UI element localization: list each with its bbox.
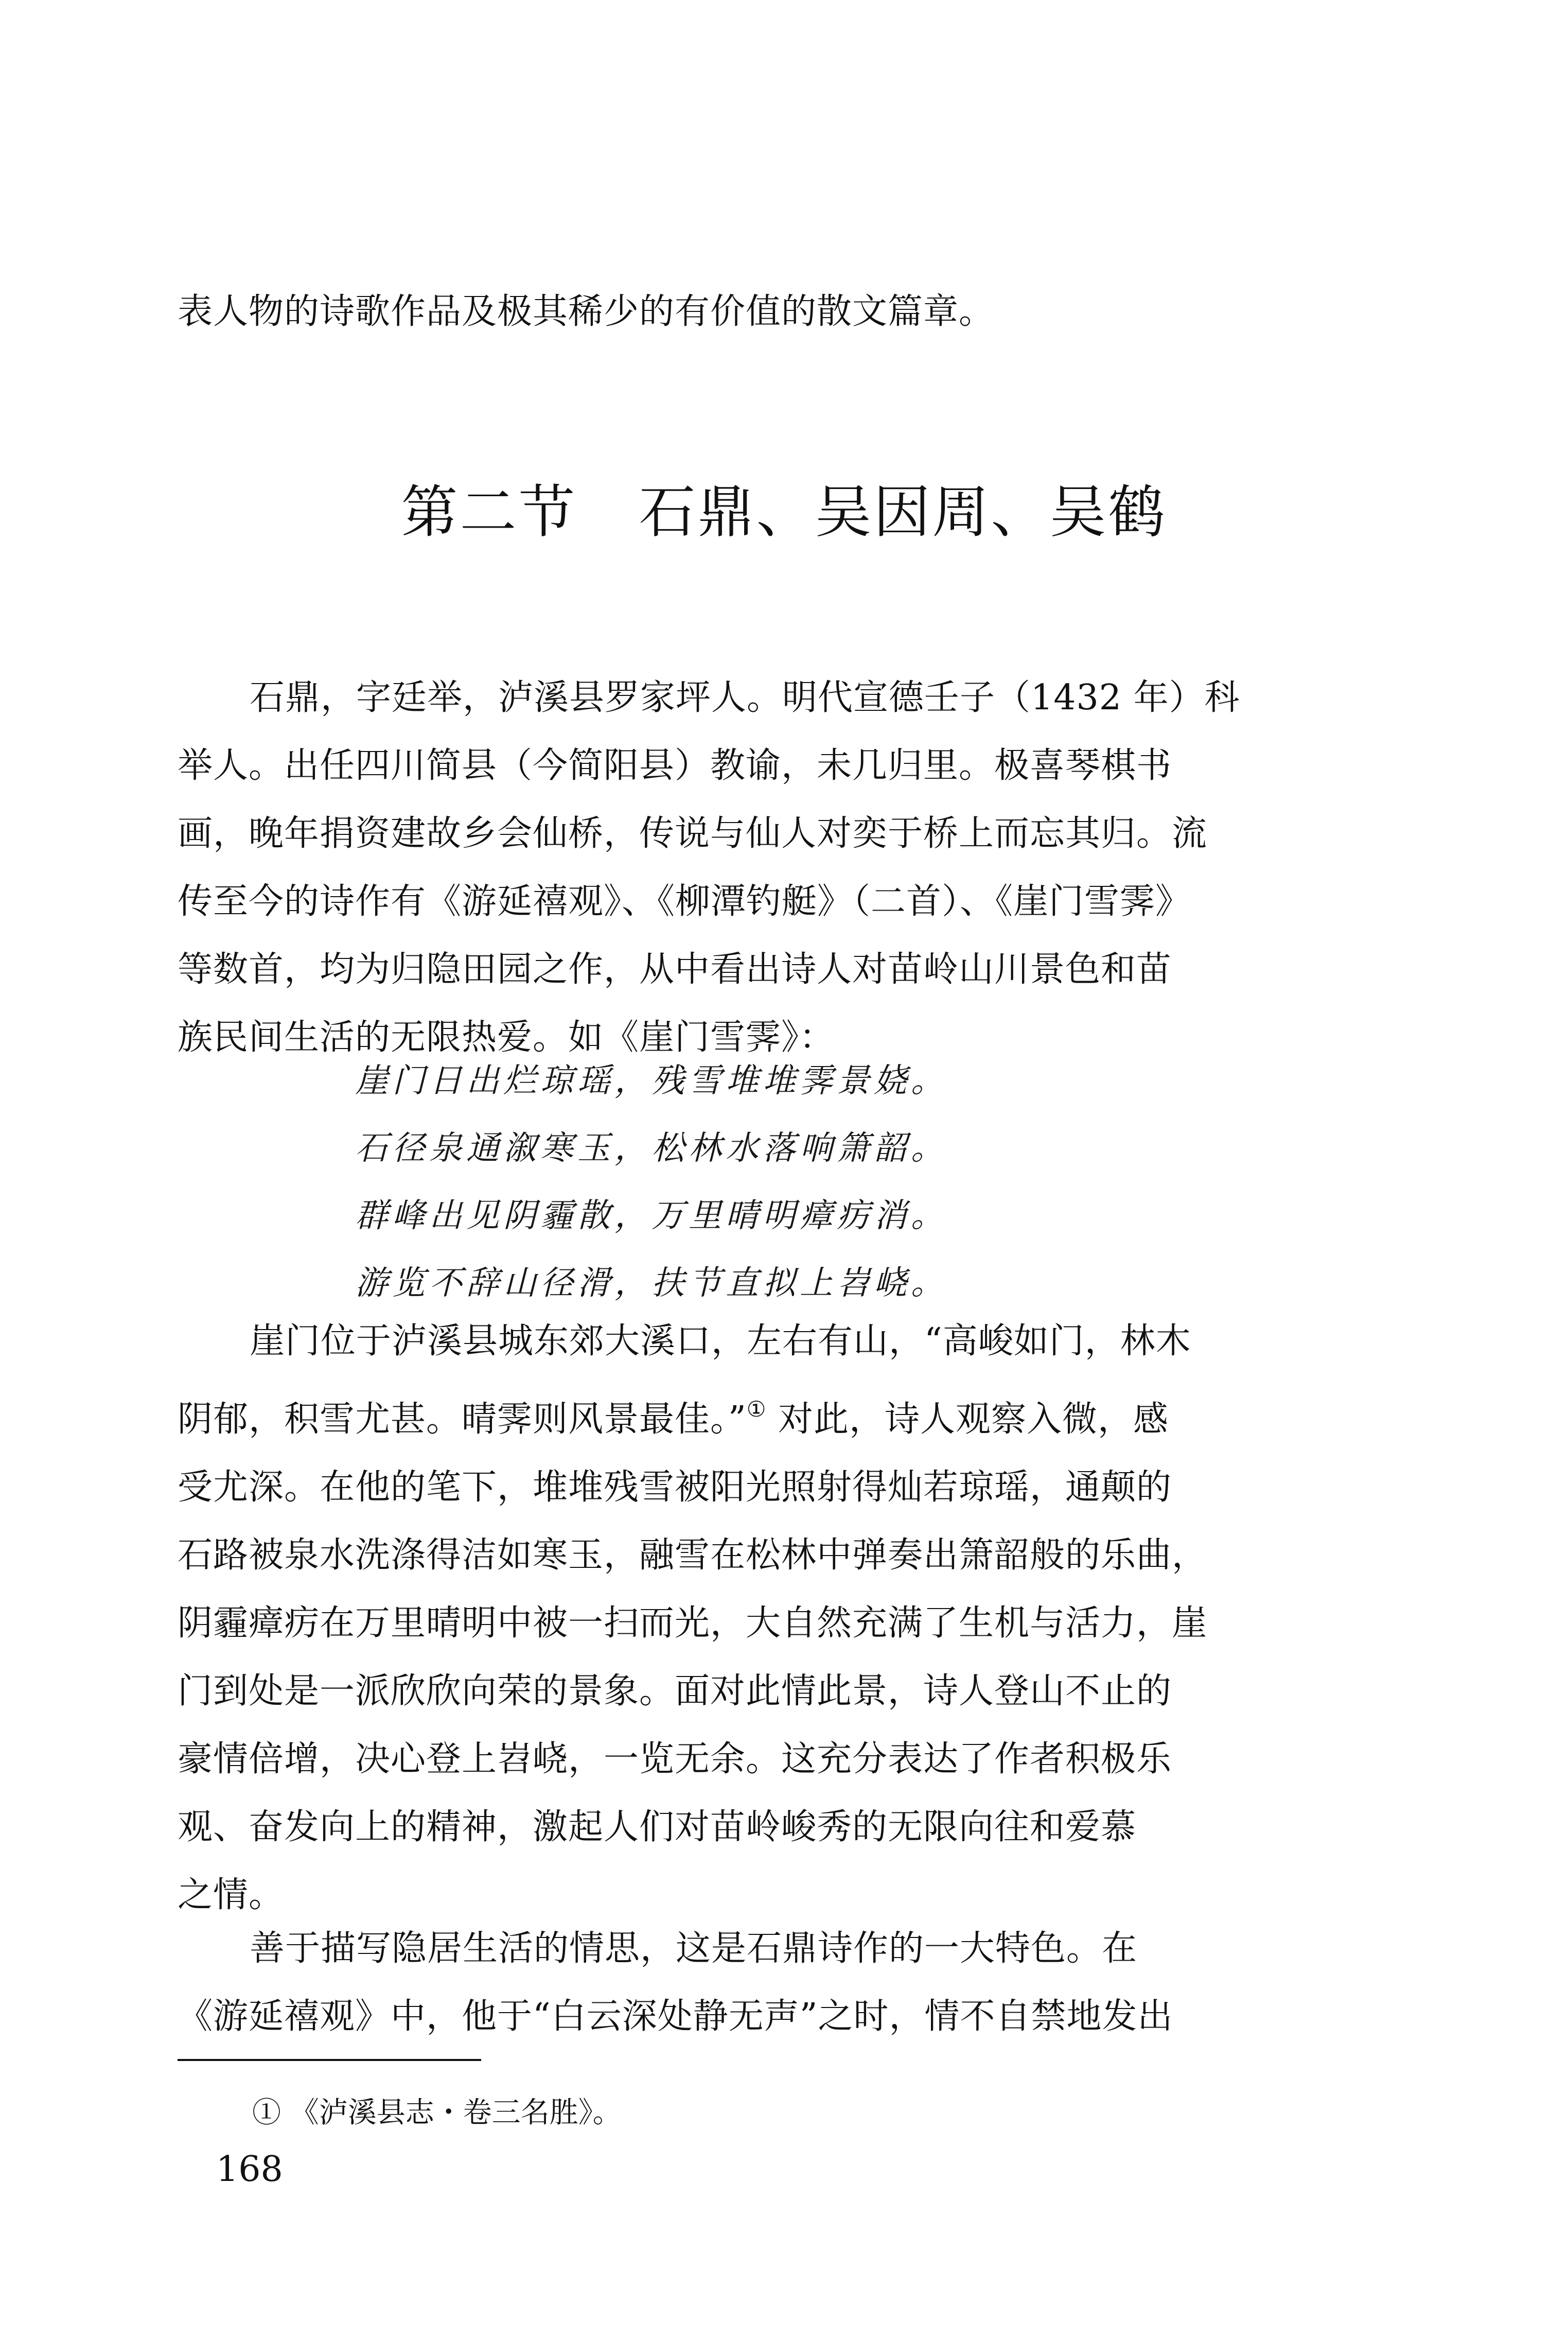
text-line: 石路被泉水洗涤得洁如寒玉，融雪在松林中弹奏出箫韶般的乐曲，	[178, 1535, 1208, 1576]
poem-line: 崖门日出烂琼瑶，残雪堆堆霁景娆。	[355, 1062, 948, 1100]
poem-line: 群峰出见阴霾散，万里晴明瘴疠消。	[355, 1197, 948, 1235]
paragraph-analysis	[178, 1307, 1397, 1929]
text-line: 豪情倍增，决心登上岧峣，一览无余。这充分表达了作者积极乐	[178, 1739, 1172, 1779]
poem-line: 游览不辞山径滑，扶节直拟上岧峣。	[355, 1264, 948, 1302]
paragraph-biography	[178, 664, 1397, 1072]
section-names: 石鼎、吴因周、吴鹤	[639, 479, 1167, 545]
paragraph-theme	[178, 1915, 1397, 2051]
text-line: 画，晚年捐资建故乡会仙桥，传说与仙人对奕于桥上而忘其归。流	[178, 813, 1208, 854]
text-line: 观、奋发向上的精神，激起人们对苗岭峻秀的无限向往和爱慕	[178, 1807, 1137, 1847]
text-fragment: 对此，诗人观察入微，感	[766, 1399, 1169, 1440]
text-line: 石鼎，字廷举，泸溪县罗家坪人。明代宣德壬子（1432 年）科	[250, 677, 1240, 718]
text-line: 等数首，均为归隐田园之作，从中看出诗人对苗岭山川景色和苗	[178, 949, 1172, 990]
text-line: 善于描写隐居生活的情思，这是石鼎诗作的一大特色。在	[250, 1928, 1138, 1969]
text-line: 举人。出任四川简县（今简阳县）教谕，未几归里。极喜琴棋书	[178, 745, 1172, 786]
poem-yamen-xueji	[355, 1047, 1281, 1317]
text-fragment: 阴郁，积雪尤甚。晴霁则风景最佳。”	[178, 1399, 747, 1440]
page-number: 168	[216, 2149, 283, 2190]
text-line: 《游延禧观》中，他于“白云深处静无声”之时，情不自禁地发出	[178, 1996, 1173, 2037]
continued-paragraph	[178, 278, 1397, 346]
text-line: 族民间生活的无限热爱。如《崖门雪霁》：	[178, 1017, 835, 1058]
text-line: 崖门位于泸溪县城东郊大溪口，左右有山，“高峻如门，林木	[250, 1321, 1191, 1361]
footnote: ① 《泸溪县志・卷三名胜》。	[252, 2096, 622, 2129]
poem-line: 石径泉通溆寒玉，松林水落响箫韶。	[355, 1129, 948, 1167]
section-title	[0, 474, 1568, 551]
text-line: 表人物的诗歌作品及极其稀少的有价值的散文篇章。	[178, 291, 995, 332]
text-line: 之情。	[178, 1875, 285, 1915]
text-line: 传至今的诗作有《游延禧观》、《柳潭钓艇》（二首）、《崖门雪霁》	[178, 881, 1191, 922]
footnote-marker: ①	[746, 1396, 767, 1422]
text-line: 受尤深。在他的笔下，堆堆残雪被阳光照射得灿若琼瑶，通颠的	[178, 1467, 1172, 1508]
footnote-divider	[178, 2059, 481, 2061]
section-number: 第二节	[401, 479, 577, 545]
text-line: 阴霾瘴疠在万里晴明中被一扫而光，大自然充满了生机与活力，崖	[178, 1603, 1208, 1644]
text-line	[178, 1375, 1397, 1454]
text-line: 门到处是一派欣欣向荣的景象。面对此情此景，诗人登山不止的	[178, 1671, 1172, 1712]
